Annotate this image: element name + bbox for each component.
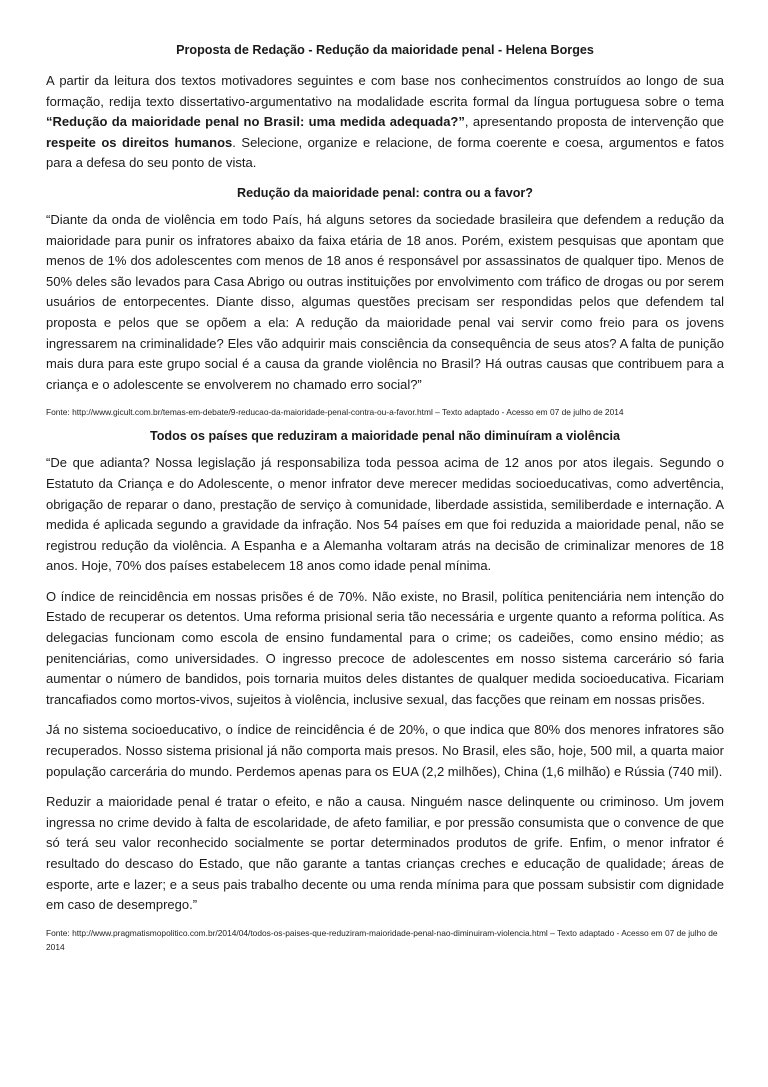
intro-text-2: , apresentando proposta de intervenção que xyxy=(464,114,724,130)
page-title: Proposta de Redação - Redução da maioridade penal - Helena Borges xyxy=(176,43,594,57)
section2-source: Fonte: http://www.pragmatismopolitico.com.br/2014/04/todos-os-paises-que-reduziram-maioridade-penal-nao-diminuiram-violencia.html – Texto adaptado - Acesso em 07 de julho de 2014 xyxy=(46,927,718,952)
section2-heading: Todos os países que reduziram a maioridade penal não diminuíram a violência xyxy=(149,429,621,444)
section1-source: Fonte: http://www.gicult.com.br/temas-em-debate/9-reducao-da-maioridade-penal-contra-ou-a-favor.html – Texto adaptado - Acesso em 07 de julho de 2014 xyxy=(46,407,624,418)
intro-paragraph xyxy=(46,71,724,174)
section1-paragraph: “Diante da onda de violência em todo País, há alguns setores da sociedade brasileira que defendem a redução da maioridade para punir os infratores abaixo da faixa etária de 18 anos. Porém, existem pesquisas que apontam que menos de 1% dos adolescentes com menos de 18 anos é responsável por assassinatos de qualquer tipo. Menos de 50% deles são levados para Casa Abrigo ou outras instituições por envolvimento com tráfico de drogas ou por serem usuários de entorpecentes. Diante disso, algumas questões precisam ser respondidas pelos que defendem tal proposta e pelos que se opõem a ela: A redução da maioridade penal vai servir como freio para os jovens ingressarem na criminalidade? Eles vão adquirir mais consciência da consequência de seus atos? A falta de punição mais dura para este grupo social é a causa da grande violência no Brasil? Há outras causas que contribuem para a criança e o adolescente se envolverem no chamado erro social?” xyxy=(46,211,724,392)
section2-paragraph-4: Reduzir a maioridade penal é tratar o efeito, e não a causa. Ninguém nasce delinquente ou criminoso. Um jovem ingressa no crime devido à falta de escolaridade, de afeto familiar, e por pressão consumista que o convence de que só terá seu valor reconhecido socialmente se portar determinados produtos de grife. Enfim, o menor infrator é resultado do descaso do Estado, que não garante a tantas crianças creches e educação de qualidade; áreas de esporte, arte e lazer; e a seus pais trabalho decente ou uma renda mínima para que possam subsistir com dignidade em caso de desemprego.” xyxy=(46,794,724,913)
human-rights-emphasis: respeite os direitos humanos xyxy=(46,134,233,150)
essay-theme: “Redução da maioridade penal no Brasil: uma medida adequada?” xyxy=(46,114,465,130)
section2-paragraph-2: O índice de reincidência em nossas prisões é de 70%. Não existe, no Brasil, política penitenciária nem intenção do Estado de recuperar os detentos. Uma reforma prisional seria tão necessária e urgente quanto a reforma política. As delegacias funcionam como escola de ensino fundamental para o crime; os cadeiões, como ensino médio; as penitenciárias, como universidades. O ingresso precoce de adolescentes em nosso sistema carcerário só faria aumentar o número de bandidos, pois tornaria muitos deles distantes de qualquer medida socioeducativa. Ficariam trancafiados como mortos-vivos, sujeitos à violência, inclusive sexual, das facções que reinam em nossas prisões. xyxy=(46,588,724,707)
section1-heading: Redução da maioridade penal: contra ou a favor? xyxy=(236,185,533,200)
intro-text-1: A partir da leitura dos textos motivadores seguintes e com base nos conhecimentos construídos ao longo de sua formação, redija texto dissertativo-argumentativo na modalidade escrita formal da língua portuguesa sobre o tema xyxy=(46,73,724,109)
section2-paragraph-3: Já no sistema socioeducativo, o índice de reincidência é de 20%, o que indica que 80% dos menores infratores são recuperados. Nosso sistema prisional já não comporta mais presos. No Brasil, eles são, hoje, 500 mil, a quarta maior população carcerária do mundo. Perdemos apenas para os EUA (2,2 milhões), China (1,6 milhão) e Rússia (740 mil). xyxy=(46,722,724,779)
intro-text-3: . Selecione, organize e relacione, de forma coerente e coesa, argumentos e fatos para a defesa do seu ponto de vista. xyxy=(46,134,724,171)
section2-paragraph-1: “De que adianta? Nossa legislação já responsabiliza toda pessoa acima de 12 anos por atos ilegais. Segundo o Estatuto da Criança e do Adolescente, o menor infrator deve merecer medidas socioeducativas, como advertência, obrigação de reparar o dano, prestação de serviço à comunidade, liberdade assistida, semiliberdade e internação. A medida é aplicada segundo a gravidade da infração. Nos 54 países em que foi reduzida a maioridade penal, não se registrou redução da violência. A Espanha e a Alemanha voltaram atrás na decisão de criminalizar menores de 18 anos. Hoje, 70% dos países estabelecem 18 anos como idade penal mínima. xyxy=(46,455,724,574)
